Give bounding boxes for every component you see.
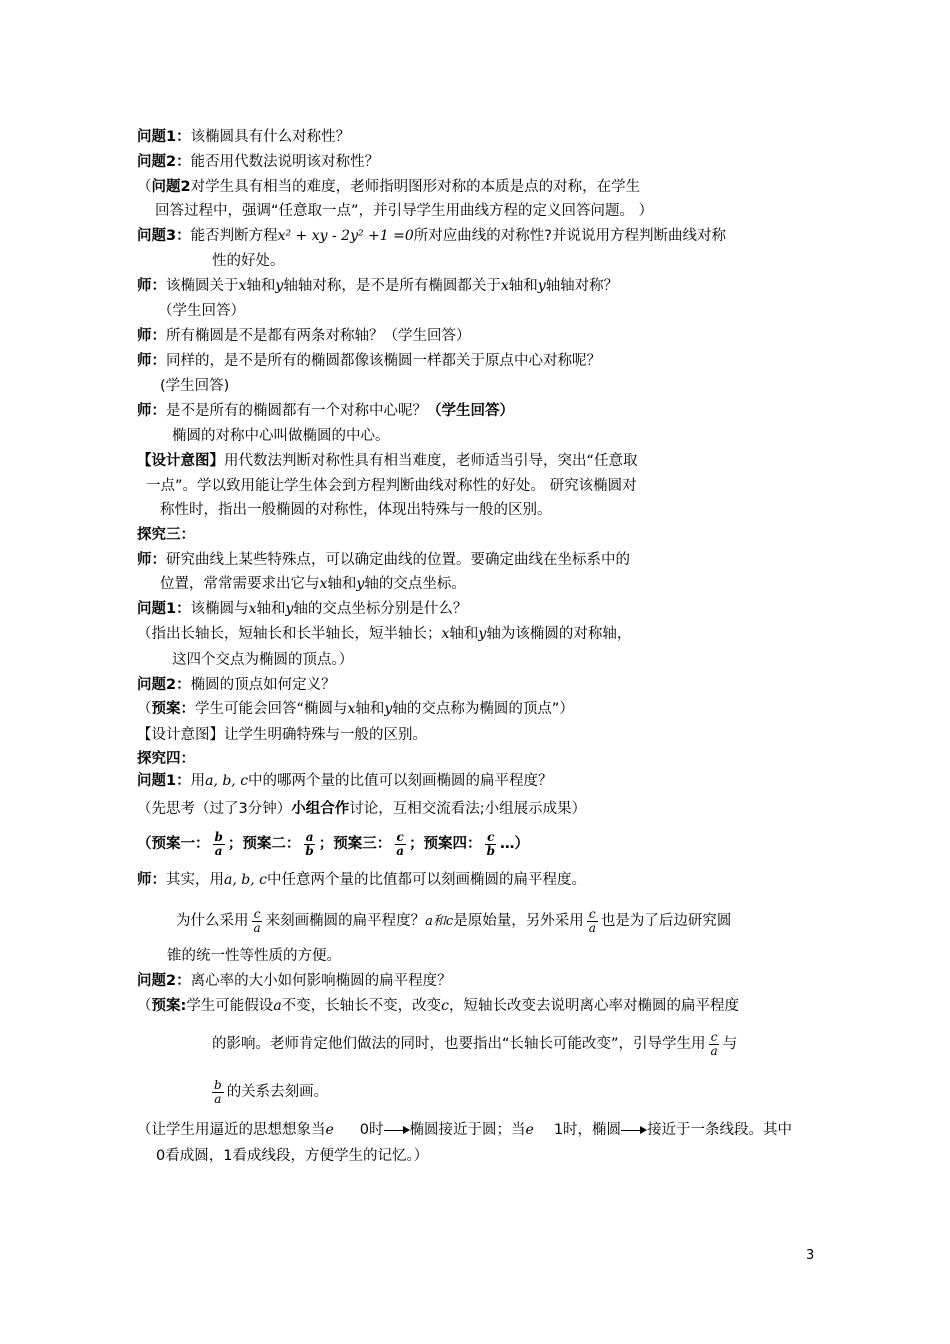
fraction-b-over-a: $\frac{b}{a}$ xyxy=(214,1077,222,1106)
activity-line: （先思考（过了3分钟）小组合作讨论，互相交流看法;小组展示成果） xyxy=(137,801,587,817)
fraction-c-over-a: $\frac{c}{a}$ xyxy=(396,829,405,858)
teacher-line: 师：其实，用a, b, c中任意两个量的比值都可以刻画椭圆的扁平程度。 xyxy=(137,872,586,888)
teacher-line: 师：同样的，是不是所有的椭圆都像该椭圆一样都关于原点中心对称呢？ xyxy=(137,353,601,369)
teacher-line-continued: 位置，常常需要求出它与x轴和y轴的交点坐标。 xyxy=(160,576,466,592)
teacher-line: 师：该椭圆关于x轴和y轴轴对称，是不是所有椭圆都关于x轴和y轴轴对称？ xyxy=(137,278,619,294)
fraction-c-over-b: $\frac{c}{b}$ xyxy=(486,829,495,858)
page-number: 3 xyxy=(806,1248,815,1263)
fraction-b-over-a: $\frac{b}{a}$ xyxy=(214,829,223,858)
section-heading-3: 探究三： xyxy=(137,527,195,543)
teacher-line: 师：所有椭圆是不是都有两条对称轴？（学生回答） xyxy=(137,328,471,344)
equation: x² + xy - 2y² +1 =0 xyxy=(277,228,414,244)
student-answer: (学生回答) xyxy=(160,378,230,394)
question-2: 问题2：离心率的大小如何影响椭圆的扁平程度？ xyxy=(137,973,452,989)
fraction-a-over-b: $\frac{a}{b}$ xyxy=(305,829,314,858)
design-intent-line: 称性时，指出一般椭圆的对称性，体现出特殊与一般的区别。 xyxy=(160,502,552,518)
plan-line: （预案：学生可能会回答“椭圆与x轴和y轴的交点称为椭圆的顶点”） xyxy=(137,701,574,717)
plan-line-continued: $\frac{b}{a}$ 的关系去刻画。 xyxy=(214,1077,329,1106)
question-2: 问题2：能否用代数法说明该对称性？ xyxy=(137,154,380,170)
student-answer: （学生回答） xyxy=(158,303,245,319)
fraction-c-over-a: $\frac{c}{a}$ xyxy=(253,906,261,935)
section-heading-4: 探究四： xyxy=(137,751,195,767)
note-paragraph-line: （问题2对学生具有相当的难度，老师指明图形对称的本质是点的对称，在学生 xyxy=(137,179,641,195)
question-1: 问题1：用a, b, c中的哪两个量的比值可以刻画椭圆的扁平程度？ xyxy=(137,773,553,789)
fraction-c-over-a: $\frac{c}{a}$ xyxy=(588,906,596,935)
note-paragraph-line: 回答过程中，强调“任意取一点”，并引导学生用曲线方程的定义回答问题。 ） xyxy=(155,203,654,219)
teacher-line: 师：是不是所有的椭圆都有一个对称中心呢？（学生回答） xyxy=(137,403,514,419)
plan-line-continued: 的影响。老师肯定他们做法的同时，也要指出“长轴长可能改变”，引导学生用 $\frac{c}{a}$ 与 xyxy=(212,1029,738,1058)
fraction-c-over-a: $\frac{c}{a}$ xyxy=(710,1029,718,1058)
note-line: （指出长轴长，短轴长和长半轴长，短半轴长；x轴和y轴为该椭圆的对称轴， xyxy=(137,626,632,642)
question-2: 问题2：椭圆的顶点如何定义？ xyxy=(137,677,336,693)
question-1: 问题1：该椭圆与x轴和y轴的交点坐标分别是什么？ xyxy=(137,601,468,617)
question-1: 问题1：该椭圆具有什么对称性？ xyxy=(137,129,351,145)
arrow-icon xyxy=(384,1125,410,1135)
note-line-continued: 这四个交点为椭圆的顶点。） xyxy=(172,652,354,668)
limit-line: （让学生用逼近的思想想象当e 0时 椭圆接近于圆；当e 1时，椭圆 接近于一条线段。其中 xyxy=(137,1122,793,1138)
teacher-line: 师：研究曲线上某些特殊点，可以确定曲线的位置。要确定曲线在坐标系中的 xyxy=(137,552,630,568)
design-intent-line: 一点”。学以致用能让学生体会到方程判断曲线对称性的好处。 研究该椭圆对 xyxy=(146,478,637,494)
explanation-line: 为什么采用 $\frac{c}{a}$ 来刻画椭圆的扁平程度？a和c是原始量，另外采用 $\frac{c}{a}$ 也是为了后边研究圆 xyxy=(176,906,732,935)
question-3: 问题3：能否判断方程x² + xy - 2y² +1 =0所对应曲线的对称性?并说说用方程判断曲线对称 xyxy=(137,228,726,244)
design-intent: 【设计意图】让学生明确特殊与一般的区别。 xyxy=(137,727,427,743)
statement: 椭圆的对称中心叫做椭圆的中心。 xyxy=(172,428,390,444)
arrow-icon xyxy=(621,1125,647,1135)
design-intent: 【设计意图】用代数法判断对称性具有相当难度，老师适当引导，突出“任意取 xyxy=(137,453,638,469)
limit-line-continued: 0看成圆，1看成线段，方便学生的记忆。） xyxy=(156,1148,429,1164)
question-3-continued: 性的好处。 xyxy=(212,253,285,269)
plan-line: （预案:学生可能假设a不变，长轴长不变，改变c，短轴长改变去说明离心率对椭圆的扁平程度 xyxy=(137,998,740,1014)
plans-line: （预案一： $\frac{b}{a}$ ；预案二： $\frac{a}{b}$ ；预案三： $\frac{c}{a}$ ；预案四： $\frac{c}{b}$ …） xyxy=(137,829,529,858)
explanation-line-continued: 锥的统一性等性质的方便。 xyxy=(167,948,341,964)
